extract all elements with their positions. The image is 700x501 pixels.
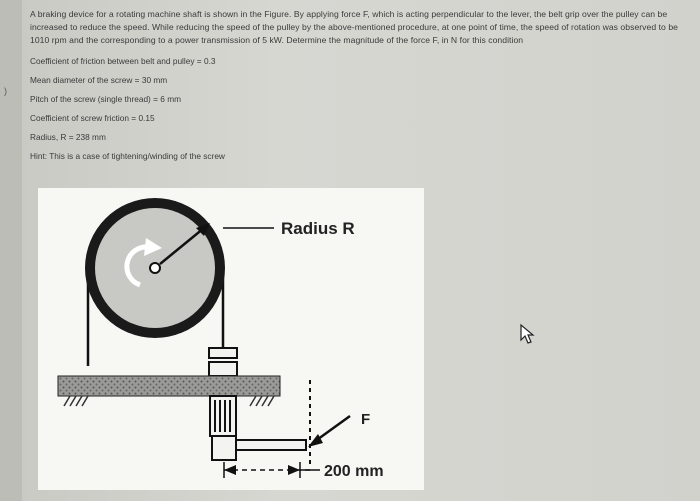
- screw-base-block: [212, 436, 236, 460]
- threaded-screw: [210, 396, 236, 436]
- question-text: A braking device for a rotating machine shaft is shown in the Figure. By applying force F, which is acting perpendicular to the lever, the belt grip over the pulley can be increased to reduce the speed. While reducing the speed of the pulley by the above-mentioned procedure, at one point of time, the speed of rotation was observed to be 1010 rpm and the corresponding to a power transmission of 5 kW. Determine the magnitude of the force F, in N for this condition: [30, 9, 678, 45]
- screw-collar-bottom: [209, 362, 237, 376]
- brake-diagram: [38, 188, 424, 490]
- radius-label: Radius R: [281, 219, 355, 238]
- given-screw-pitch: Pitch of the screw (single thread) = 6 mm: [30, 94, 182, 104]
- window-left-edge: [0, 0, 22, 501]
- given-screw-friction: Coefficient of screw friction = 0.15: [30, 113, 155, 123]
- force-label: F: [361, 411, 371, 428]
- given-screw-diameter: Mean diameter of the screw = 30 mm: [30, 75, 168, 85]
- edge-mark: ): [4, 86, 7, 96]
- hint-text: Hint: This is a case of tightening/winding of the screw: [30, 151, 225, 161]
- pulley-hub: [150, 263, 160, 273]
- given-friction: Coefficient of friction between belt and pulley = 0.3: [30, 56, 216, 66]
- screw-collar-top: [209, 348, 237, 358]
- ground-hatch-right: [250, 396, 274, 406]
- question-panel: [30, 8, 680, 166]
- given-radius: Radius, R = 238 mm: [30, 132, 106, 142]
- mouse-cursor-icon: [516, 323, 538, 345]
- ground-hatch-left: [64, 396, 88, 406]
- ground-frame: [58, 376, 280, 396]
- brake-figure: [38, 188, 424, 490]
- lever-arm: [236, 440, 306, 450]
- dimension-label: 200 mm: [324, 463, 384, 480]
